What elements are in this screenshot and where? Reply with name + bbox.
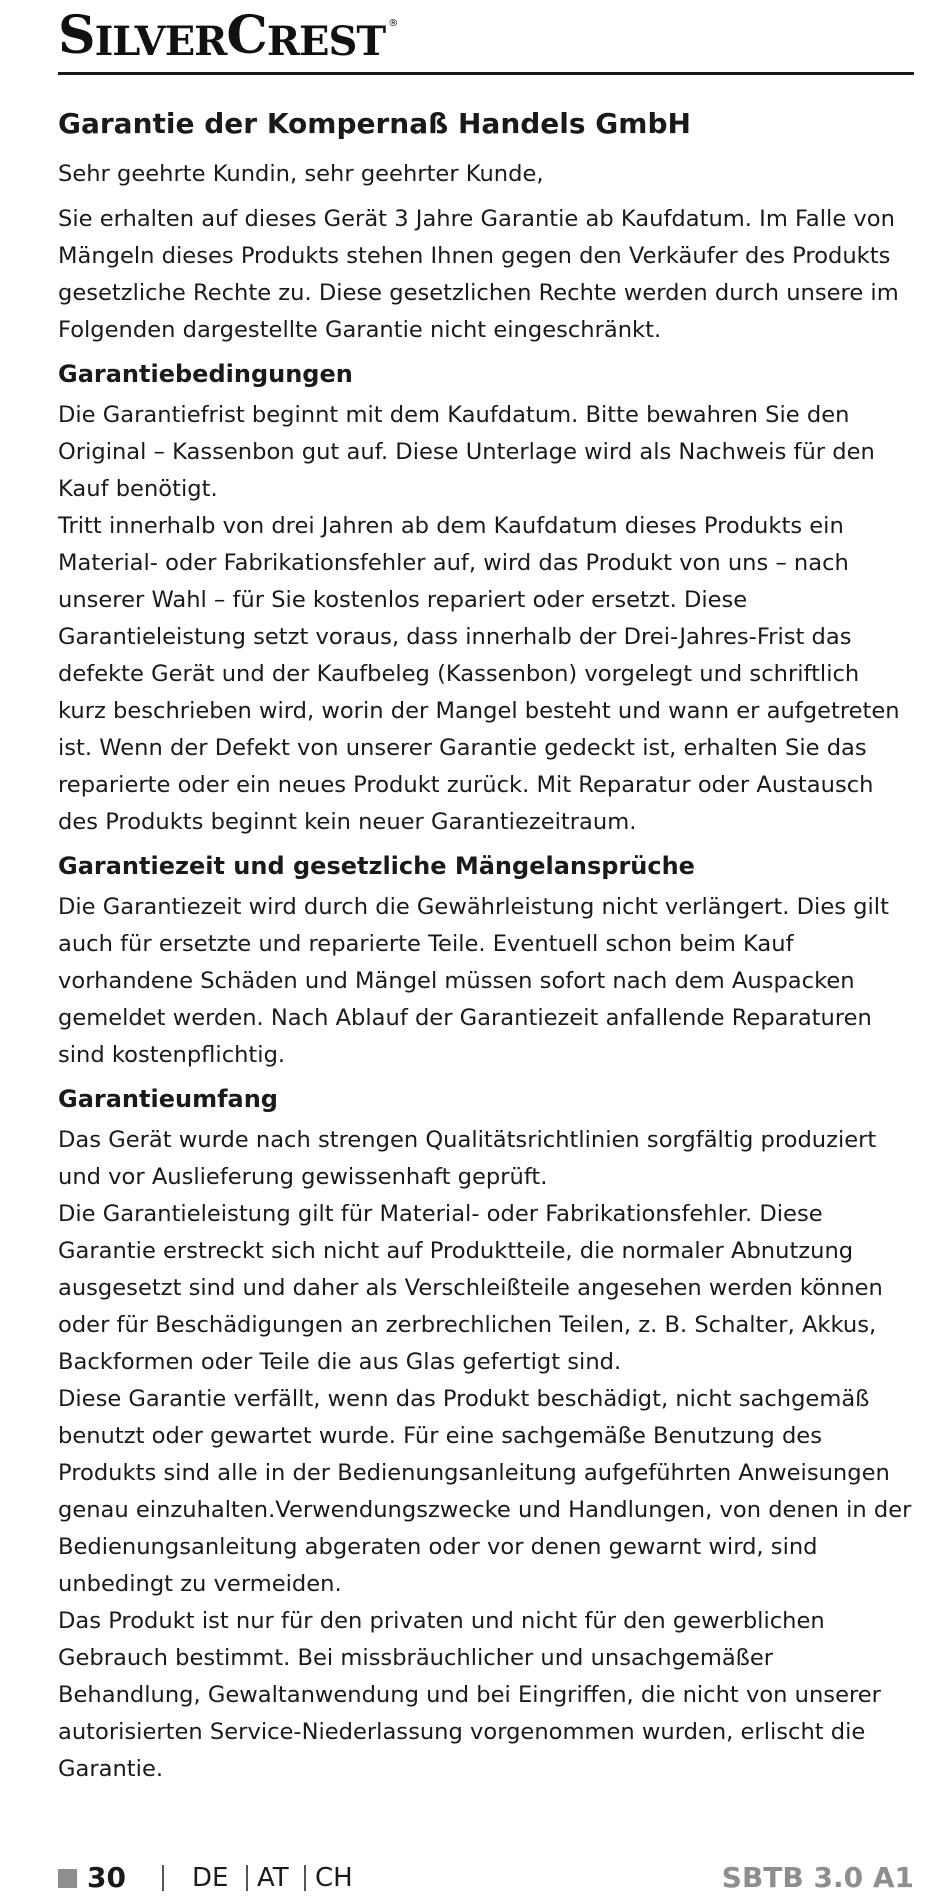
header-divider	[58, 72, 914, 75]
language-at: AT	[257, 1863, 289, 1893]
section-garantiezeit	[58, 849, 914, 1074]
section-paragraph: Diese Garantie verfällt, wenn das Produkt beschädigt, nicht sachgemäß benutzt oder gewartet wurde. Für eine sachgemäße Benutzung des Produkts sind alle in der Bedienungsanleitung aufgeführten Anweisungen genau einzuhalten.Verwendungszwecke und Handlungen, von denen in der Bedienungsanleitung abgeraten oder vor denen gewarnt wird, sind unbedingt zu vermeiden.	[58, 1386, 912, 1597]
logo-letter-s: S	[58, 5, 95, 66]
intro-paragraph: Sie erhalten auf dieses Gerät 3 Jahre Garantie ab Kaufdatum. Im Falle von Mängeln dieses Produkts stehen Ihnen gegen den Verkäufer des Produkts gesetzliche Rechte zu. Diese gesetzlichen Rechte werden durch unsere im Folgenden dargestellte Garantie nicht eingeschränkt.	[58, 206, 899, 343]
footer-separator	[246, 1865, 248, 1891]
section-heading: Garantieumfang	[58, 1085, 278, 1113]
manual-page	[58, 0, 914, 1904]
section-paragraph: Die Garantiezeit wird durch die Gewährleistung nicht verlängert. Dies gilt auch für ersetzte und reparierte Teile. Eventuell schon beim Kauf vorhandene Schäden und Mängel müssen sofort nach dem Auspacken gemeldet werden. Nach Ablauf der Garantiezeit anfallende Reparaturen sind kostenpflichtig.	[58, 894, 889, 1068]
section-paragraph: Das Gerät wurde nach strengen Qualitätsrichtlinien sorgfältig produziert und vor Auslieferung gewissenhaft geprüft.	[58, 1127, 877, 1190]
logo-letter-c: C	[226, 5, 267, 66]
section-heading: Garantiebedingungen	[58, 360, 353, 388]
section-paragraph: Die Garantieleistung gilt für Material- oder Fabrikationsfehler. Diese Garantie erstreckt sich nicht auf Produktteile, die normaler Abnutzung ausgesetzt sind und daher als Verschleißteile angesehen werden können oder für Beschädigungen an zerbrechlichen Teilen, z. B. Schalter, Akkus, Backformen oder Teile die aus Glas gefertigt sind.	[58, 1201, 883, 1375]
section-garantiebedingungen	[58, 357, 914, 841]
footer-separator	[162, 1865, 164, 1891]
page-title: Garantie der Kompernaß Handels GmbH	[58, 107, 691, 140]
model-number: SBTB 3.0 A1	[721, 1861, 914, 1894]
logo-text-rest: REST	[266, 18, 386, 65]
section-paragraph: Die Garantiefrist beginnt mit dem Kaufdatum. Bitte bewahren Sie den Original – Kassenbon gut auf. Diese Unterlage wird als Nachweis für den Kauf benötigt.	[58, 402, 875, 502]
silvercrest-logo	[58, 6, 398, 66]
page-marker-square-icon	[58, 1869, 77, 1888]
section-paragraph: Das Produkt ist nur für den privaten und nicht für den gewerblichen Gebrauch bestimmt. Bei missbräuchlicher und unsachgemäßer Behandlung, Gewaltanwendung und bei Eingriffen, die nicht von unserer autorisierten Service-Niederlassung vorgenommen wurden, erlischt die Garantie.	[58, 1608, 881, 1782]
page-content	[58, 104, 914, 1788]
page-number: 30	[87, 1861, 126, 1894]
registered-mark: ®	[388, 18, 399, 29]
page-footer	[58, 1860, 914, 1896]
language-ch: CH	[315, 1863, 353, 1893]
section-paragraph: Tritt innerhalb von drei Jahren ab dem Kaufdatum dieses Produkts ein Material- oder Fabrikationsfehler auf, wird das Produkt von uns – nach unserer Wahl – für Sie kostenlos repariert oder ersetzt. Diese Garantieleistung setzt voraus, dass innerhalb der Drei-Jahres-Frist das defekte Gerät und der Kaufbeleg (Kassenbon) vorgelegt und schriftlich kurz beschrieben wird, worin der Mangel besteht und wann er aufgetreten ist. Wenn der Defekt von unserer Garantie gedeckt ist, erhalten Sie das reparierte oder ein neues Produkt zurück. Mit Reparatur oder Austausch des Produkts beginnt kein neuer Garantiezeitraum.	[58, 513, 900, 835]
logo-text-ilver: ILVER	[94, 18, 227, 65]
footer-separator	[304, 1865, 306, 1891]
language-de: DE	[192, 1863, 229, 1893]
salutation: Sehr geehrte Kundin, sehr geehrter Kunde,	[58, 161, 544, 187]
section-garantieumfang	[58, 1082, 914, 1788]
section-heading: Garantiezeit und gesetzliche Mängelansprüche	[58, 852, 695, 880]
